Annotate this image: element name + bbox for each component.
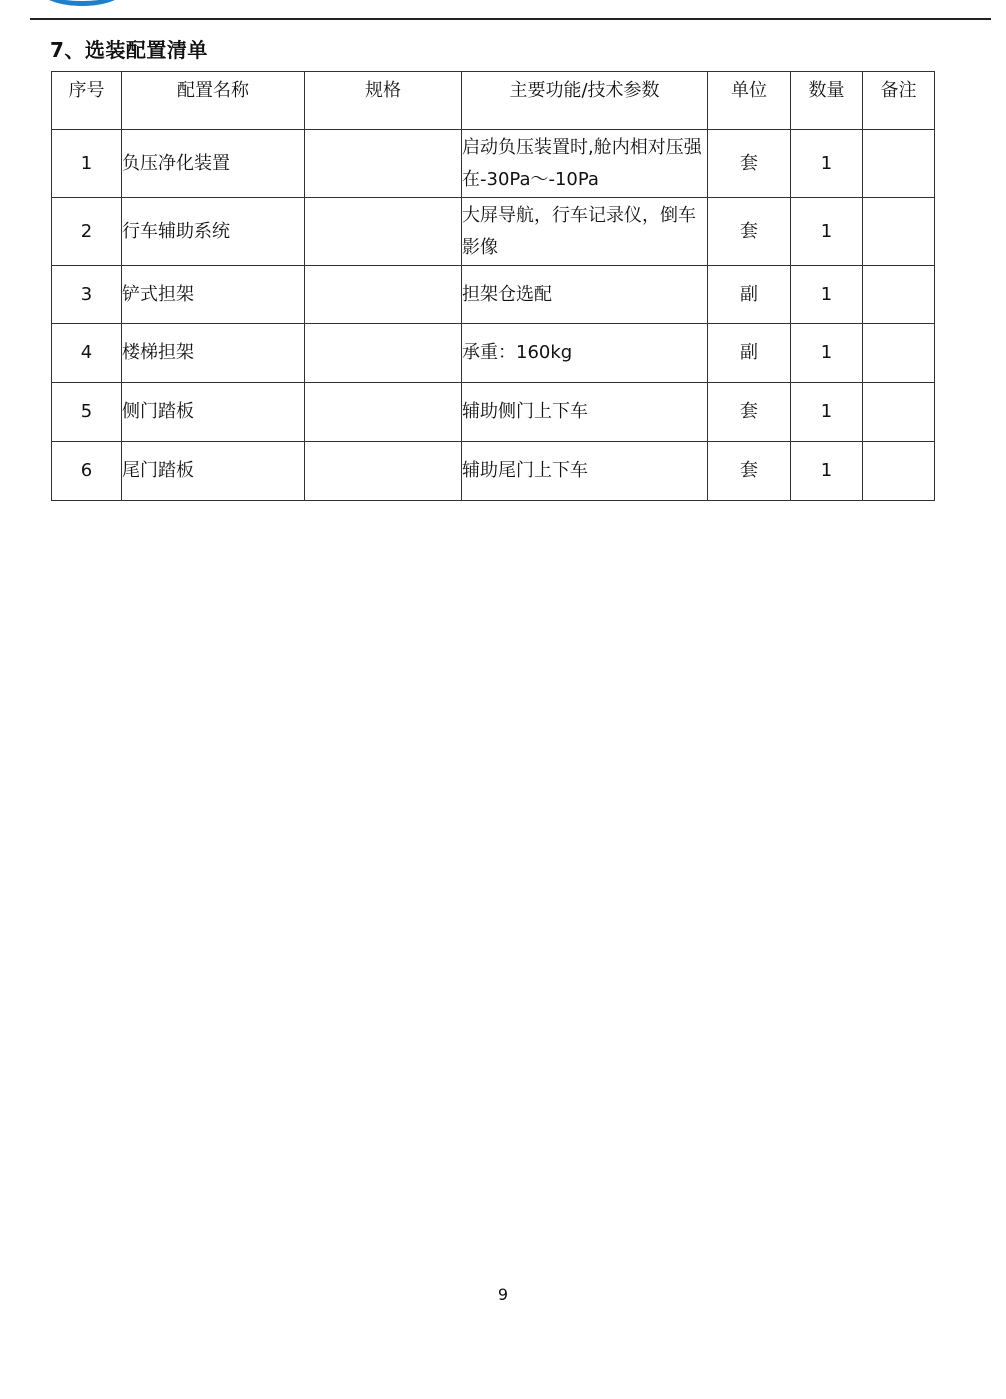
- cell-unit: 套: [708, 130, 791, 198]
- cell-note: [863, 266, 935, 324]
- cell-note: [863, 198, 935, 266]
- header-function: 主要功能/技术参数: [462, 72, 708, 130]
- header-unit: 单位: [708, 72, 791, 130]
- cell-unit: 套: [708, 442, 791, 501]
- cell-no: 2: [52, 198, 122, 266]
- cell-unit: 副: [708, 266, 791, 324]
- cell-name: 楼梯担架: [122, 324, 305, 383]
- cell-name: 侧门踏板: [122, 383, 305, 442]
- cell-name: 尾门踏板: [122, 442, 305, 501]
- cell-note: [863, 383, 935, 442]
- cell-qty: 1: [791, 266, 863, 324]
- cell-function: 大屏导航，行车记录仪，倒车影像: [462, 198, 708, 266]
- cell-function: 启动负压装置时,舱内相对压强在-30Pa～-10Pa: [462, 130, 708, 198]
- config-table: [51, 71, 935, 501]
- page-number: 9: [497, 1285, 509, 1304]
- cell-spec: [305, 198, 462, 266]
- cell-qty: 1: [791, 198, 863, 266]
- cell-unit: 副: [708, 324, 791, 383]
- cell-function: 担架仓选配: [462, 266, 708, 324]
- cell-spec: [305, 130, 462, 198]
- cell-function: 承重：160kg: [462, 324, 708, 383]
- cell-note: [863, 324, 935, 383]
- cell-unit: 套: [708, 383, 791, 442]
- cell-name: 负压净化装置: [122, 130, 305, 198]
- cell-no: 3: [52, 266, 122, 324]
- table-row: [52, 383, 935, 442]
- cell-name: 铲式担架: [122, 266, 305, 324]
- section-title: 7、选装配置清单: [50, 38, 208, 62]
- table-row: [52, 442, 935, 501]
- cell-no: 5: [52, 383, 122, 442]
- table-row: [52, 198, 935, 266]
- header-name: 配置名称: [122, 72, 305, 130]
- cell-name: 行车辅助系统: [122, 198, 305, 266]
- cell-spec: [305, 324, 462, 383]
- header-no: 序号: [52, 72, 122, 130]
- cell-unit: 套: [708, 198, 791, 266]
- cell-spec: [305, 442, 462, 501]
- cell-no: 6: [52, 442, 122, 501]
- header-spec: 规格: [305, 72, 462, 130]
- header-qty: 数量: [791, 72, 863, 130]
- table-row: [52, 130, 935, 198]
- cell-no: 4: [52, 324, 122, 383]
- cell-function: 辅助尾门上下车: [462, 442, 708, 501]
- header-rule: [30, 18, 991, 20]
- cell-spec: [305, 266, 462, 324]
- logo-icon: [38, 0, 126, 6]
- cell-qty: 1: [791, 130, 863, 198]
- cell-note: [863, 130, 935, 198]
- cell-qty: 1: [791, 324, 863, 383]
- table-row: [52, 266, 935, 324]
- cell-qty: 1: [791, 383, 863, 442]
- cell-function: 辅助侧门上下车: [462, 383, 708, 442]
- cell-spec: [305, 383, 462, 442]
- cell-no: 1: [52, 130, 122, 198]
- table-row: [52, 324, 935, 383]
- cell-qty: 1: [791, 442, 863, 501]
- cell-note: [863, 442, 935, 501]
- header-note: 备注: [863, 72, 935, 130]
- table-header-row: [52, 72, 935, 130]
